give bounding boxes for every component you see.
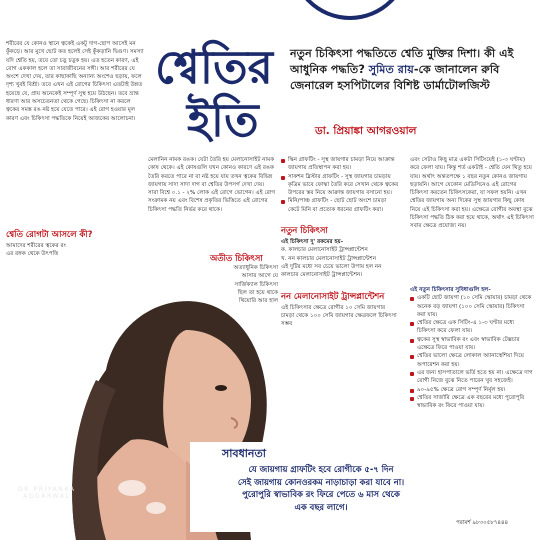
lede-author: সুমিত রায় [368,63,414,76]
new-treatment-subheading: এই চিকিৎসা দু' রকমের হয়- [281,239,344,246]
new-treatment-body: ক. কালচার মেলানোসাইট ট্রান্সপ্লান্টেশন খ. নন কালচার মেলানোসাইট ট্রান্সপ্লান্টেশন এই দুটির মধ্যে সব চেয়ে ভালো উপায় হল নন কালচার মেলানোসাইট ট্রান্সপ্লান্টেশন। [281,247,382,279]
list-item: এর জন্য হাসপাতালে ভর্তি হতে হয় না। এক্ষেত্রে দাগ রোগী নিজে বুঝে নিতে পারেন খুব সহজেই। [410,369,534,386]
column-2-body: মেলানিন নামক রঙক। যেটা তৈরি হয় মেলানোসাইট নামক কোষ থেকে। এই কোষগুলি যখন কোনও কারণে এই রঙক তৈরি করতে পারে না বা নষ্ট হয়ে যায় তখন ত্বকের বিভিন্ন জায়গায় সাদা সাদা দাগ বা শ্বেতির উপসর্গ দেখা দেয়। সারা বিশ্বে ০.১ - ২% লোক এই রোগে ভোগেন। এই রোগ সংক্রামক নয় এবং বিশেষ প্রকৃতির ভিত্তিতে এই রোগের চিকিৎসা পদ্ধতি নির্ভর করে থাকে। [148,157,276,213]
list-item: একটি ছোট জায়গা (১০ সেমি স্কোয়ার) চামড়া থেকে অনেক বড় জায়গা (১০০ সেমি স্কোয়ার) চিকিৎসা করা যায়। [410,294,534,319]
warning-heading: সাবধানতা [222,447,266,460]
list-item: শ্বেতির ক্ষেত্রে এক সিটিং-এ ১-৩ ঘণ্টার মধ্যে চিকিৎসা করে ফেলা যায়। [410,319,534,336]
warning-body: যে জায়গায় গ্রাফটিং হবে রোগীকে ৫-৭ দিন সেই জায়গায় কোনওরকম নাড়াচাড়া করা যাবে না। পুরোপুরি স্বাভাবিক রং ফিরে পেতে ৬ মাস থেকে এক বছর লাগে। [237,464,405,512]
list-item: মিনি/পাঞ্চ গ্রাফটিং - ছোট ছোট অংশে চামড়া কেটে মিনি বা প্রত্যেক ধরনের গ্রাফটিং করা। [281,197,399,214]
title-line-1: শ্বেতির [155,40,273,94]
surgery-list [281,156,399,214]
decorative-swirl [290,0,410,20]
column-4-top: এবং সেটাও কিছু মাত্র একটা সিটিংয়েই (১-৩ ঘণ্টায়) করে ফেলা যায়। কিন্তু শর্ত একটাই - শ্বেতি যেন থিতু হয়ে যায়। অর্থাৎ অন্ততপক্ষে ১ বছর নতুন কোনও জায়গায় ছড়ায়নি। আগে যেকোন মেডিসিনেও এই রোগের চিকিৎসা করতেন চিকিৎসকেরা, যা সফল হয়নি। এখন শ্বেতির জায়গায় অন্য দিকের সুস্থ জায়গার কিছু কোষ নিয়ে এই চিকিৎসা করা হয়। এক্ষেত্রে রোগীর অবস্থা বুঝে চিকিৎসা পদ্ধতি ঠিক করা হয়ে থাকে, অর্থাৎ এই চিকিৎসা সবার ক্ষেত্রে প্রযোজ্য নয়। [410,157,534,230]
list-item: শ্বেতির ভালো ক্ষেত্রে লোকাল অ্যানাস্থেশিয়া দিয়ে অপারেশন করা হয়। [410,352,534,369]
new-treatment-heading: নতুন চিকিৎসা [281,225,328,236]
non-culture-heading: নন মেলানোসাইট ট্রান্সপ্লান্টেশন [281,290,385,301]
column-1-intro: শরীরের যে কোনও স্থানে ত্বকেই একটু দাগ-ছোপ আসেই মন কুঁকড়ে। আর মুখে ছোট কত হলেই সেই কুঁকড়ানি দ্বিগুণ। সমস্যা যদি শ্বেতি হয়, তবে তো চড়ু চড়ুক হয়। এত হতেন কারণ, এই রোগ এককাল হলে তা সারাজীবনের সঙ্গী। আর শরীরের যে অংশে দেখা দেয়, তার কাছাকাছি অন্যান্য অংশেও ছড়ায়, ফলে দৃশ্য খুবই বিশ্রী। তবে এখন এই রোগের চিকিৎসা এতটাই উন্নত হয়েছে যে, প্রায় অনেকেই সম্পূর্ণ সুস্থ হয়ে উঠছেন। তবে ভ্রান্ত ধারণা আর অসচেতনতা থেকে গেছে। চিকিৎসা না করলে ত্বকের সমস্ত রঙ নষ্ট হয়ে যেতে পারে। এই রোগ হওয়ার মূল কারণ এবং চিকিৎসা পদ্ধতিকে নিয়েই আজকের আলোচনা। [6,41,144,122]
section-what-is-vitiligo-heading: শ্বেতি রোগটা আসলে কী? [6,229,93,239]
advantages-heading: এই নতুন চিকিৎসার সুবিধাগুলি হল- [410,287,491,293]
list-item: ৯০-৯৫% ক্ষেত্রে রোগ সম্পূর্ণ নির্মূল হয়। [410,386,534,394]
lede-intro: নতুন চিকিৎসা পদ্ধতিতে শ্বেতি মুক্তির দিশা। কী এই আধুনিক পদ্ধতি? [290,47,514,76]
list-item: স্কিন গ্রাফটিং - সুস্থ জায়গার চামড়া নিয়ে আক্রান্ত জায়গায় প্রতিস্থাপন করা হয়। [281,156,399,173]
section-what-is-vitiligo-body: আমাদের শরীরের ত্বকের রং এর রঙ্গক থেকে উৎপত্তি [6,243,66,258]
article-lede [290,46,530,94]
watermark-text: DR PRIYANKA AGGARWAL [18,486,76,500]
title-line-2: ইতি [187,93,259,147]
list-item: শ্বেতির সার্জারি ক্ষেত্রে এক বছরের মধ্যে পুরোপুরি স্বাভাবিক রং ফিরে পাওয়া যায়। [410,394,534,411]
list-item: সাকশন ব্লিস্টার গ্রাফটিং - সুস্থ জায়গার চামড়ায় কৃত্রিম ভাবে ফোস্কা তৈরি করে সেখান থেকে ত্বকের উপরের স্তর নিয়ে আক্রান্ত জায়গায় বসানো হয়। [281,173,399,198]
history-body: অত্যাধুনিক চিকিৎসা আসার আগে যে সার্জিক্যাল চিকিৎসা ছিল তা হয়ে থাকে থিয়োরি আর হাল [233,265,278,305]
column-3 [281,156,399,328]
doctor-name: ডা. প্রিয়াঙ্কা আগরওয়াল [315,125,417,137]
non-culture-body: এই চিকিৎসার ক্ষেত্রে রোগীর ১০ সেমি জায়গার চামড়া থেকে ১০০ সেমি জায়গার ক্ষেত্রফলে চিকিৎসা সম্ভব [281,304,397,328]
article-title [147,40,282,150]
history-heading: অতীত চিকিৎসা [210,253,263,263]
lede-rest: -কে জানালেন রুবি জেনারেল হসপিটালের বিশিষ্ট ডার্মাটোলজিস্ট [290,63,500,92]
list-item: ত্বকের সুস্থ স্বাভাবিক রং এবং স্বাভাবিক টেক্সচার এক্ষেত্রে ফিরে পাওয়া যায়। [410,336,534,353]
footer-contact: পরামর্শ ৯৮৩০৫৮৭৪৪৪ [456,520,509,526]
